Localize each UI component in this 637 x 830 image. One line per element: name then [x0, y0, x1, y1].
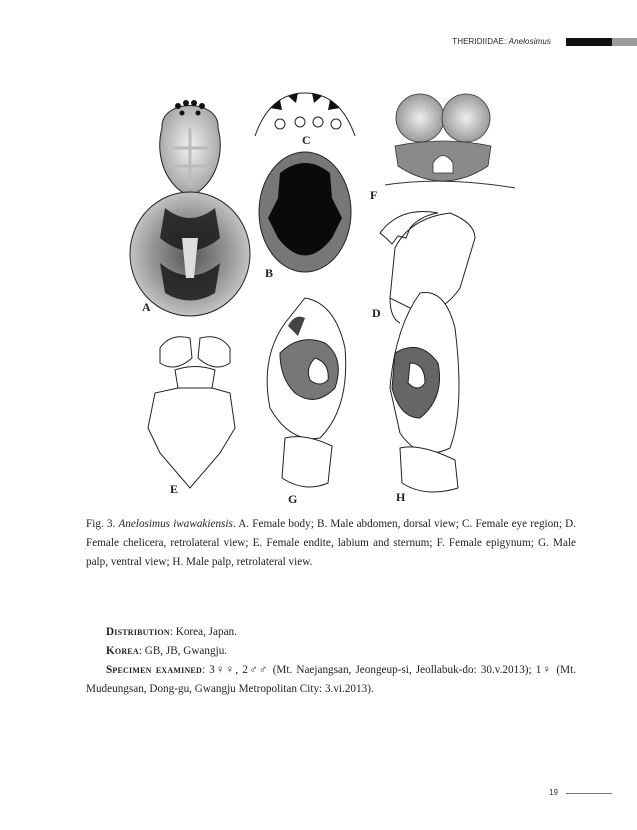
caption-fig-number: Fig. 3.	[86, 518, 119, 530]
panel-label-h: H	[396, 490, 406, 504]
footer-rule	[566, 793, 612, 794]
figure-plate	[120, 88, 520, 508]
korea-text: : GB, JB, Gwangju.	[138, 645, 228, 657]
panel-label-a: A	[142, 300, 151, 314]
specimen-paragraph	[86, 661, 576, 699]
drawing-b-male-abdomen	[259, 152, 351, 272]
drawing-e-sternum	[148, 337, 235, 488]
panel-label-d: D	[372, 306, 381, 320]
header-bar-dark	[566, 38, 612, 46]
panel-label-e: E	[170, 482, 179, 496]
caption-text: . A. Female body; B. Male abdomen, dorsal view; C. Female eye region; D. Female chelicera, retrolateral view; E. Female endite, labium and sternum; F. Female epigynum; G. Male palp, ventral view; H. Male palp, retrolateral view.	[86, 518, 576, 568]
drawing-h-palp-retrolateral	[390, 292, 459, 492]
running-header	[452, 37, 551, 46]
figure-caption	[86, 515, 576, 572]
korea-label: Korea	[106, 645, 139, 657]
figure-drawings	[120, 88, 520, 508]
drawing-a-female-body	[130, 100, 250, 316]
panel-label-f: F	[370, 188, 378, 202]
drawing-f-epigynum	[385, 94, 515, 188]
header-family: THERIDIIDAE:	[452, 37, 509, 46]
specimen-label: Specimen examined	[106, 664, 202, 676]
page-number: 19	[549, 788, 558, 797]
header-genus: Anelosimus	[508, 37, 551, 46]
header-bar-grey	[612, 38, 637, 46]
drawing-g-palp-ventral	[267, 298, 346, 487]
panel-label-g: G	[288, 492, 298, 506]
caption-species: Anelosimus iwawakiensis	[118, 518, 233, 530]
distribution-paragraph	[86, 623, 576, 642]
panel-label-c: C	[302, 133, 311, 147]
panel-label-b: B	[265, 266, 274, 280]
distribution-text: : Korea, Japan.	[169, 626, 237, 638]
distribution-label: Distribution	[106, 626, 170, 638]
drawing-c-eye-region	[255, 93, 355, 136]
korea-paragraph	[86, 642, 576, 661]
specimen-text: : 3♀♀, 2♂♂ (Mt. Naejangsan, Jeongeup-si, Jeollabuk-do: 30.v.2013); 1♀ (Mt. Mudeungsan, Dong-gu, Gwangju Metropolitan City: 3.vi.2013).	[86, 664, 576, 695]
